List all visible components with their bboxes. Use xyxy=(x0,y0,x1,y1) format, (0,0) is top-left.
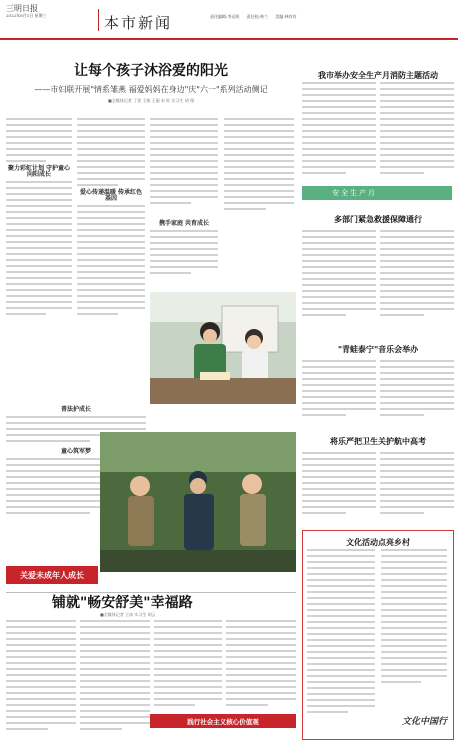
newspaper-logo: 三明日报 xyxy=(6,4,38,13)
lead-headline: 让每个孩子沐浴爱的阳光 xyxy=(74,63,228,79)
right-body-column xyxy=(302,452,376,524)
right-column xyxy=(302,40,454,81)
feature-banner: 践行社会主义核心价值观 xyxy=(150,714,296,728)
editor-credit: 美编:林有有 xyxy=(275,14,297,19)
right-body-column xyxy=(380,230,454,326)
lead-body-column xyxy=(77,118,145,402)
right-headline: "青蛙泰宁"音乐会举办 xyxy=(337,344,419,354)
featured-story-headline: 文化活动点亮乡村 xyxy=(346,537,410,547)
featured-story-box xyxy=(302,530,454,740)
feature-body-column xyxy=(154,620,222,712)
lead-body-column xyxy=(224,118,294,228)
lead-subhead: 聚力彩虹计划 守护童心向阳成长 xyxy=(7,165,71,178)
right-body-column xyxy=(302,230,376,326)
side-banner: 关爱未成年人成长 xyxy=(6,566,98,584)
lead-photo-outdoor xyxy=(100,432,296,572)
right-headline: 多部门紧急救援保障通行 xyxy=(334,214,422,224)
feature-body-column xyxy=(6,620,76,738)
editor-credit: 责任编辑:李运明 xyxy=(210,14,240,19)
right-body-column xyxy=(302,360,376,426)
feature-body-column xyxy=(226,620,296,712)
lead-photo-classroom xyxy=(150,292,296,404)
featured-story-body xyxy=(307,549,375,729)
lead-story xyxy=(6,58,296,104)
right-body-column xyxy=(380,82,454,182)
right-headline: 我市举办安全生产月消防主题活动 xyxy=(318,70,438,80)
issue-date: 2022年6月1日 星期三 xyxy=(6,13,47,18)
featured-story-body xyxy=(381,549,447,699)
right-body-column xyxy=(380,360,454,426)
feature-body-column xyxy=(80,620,150,738)
right-headline: 将乐严把卫生关护航中高考 xyxy=(330,436,426,446)
lead-byline: ■全媒体记者 丁雯 王敏 王丽 宋 旺 实习生 胡 翔 xyxy=(108,98,194,103)
feature-headline: 铺就"畅安舒美"幸福路 xyxy=(52,595,193,611)
safety-month-banner: 安全生产月 xyxy=(302,186,452,200)
right-body-column xyxy=(302,82,376,182)
lead-subheadline: ——市妇联开展"情系雏燕 福爱妈妈在身边"庆"六一"系列活动侧记 xyxy=(34,85,268,94)
editor-credits xyxy=(210,14,303,20)
right-body-column xyxy=(380,452,454,524)
masthead xyxy=(0,0,458,40)
lead-subhead: 爱心传递温暖 传承红色基因 xyxy=(79,189,143,202)
masthead-divider xyxy=(98,9,99,31)
editor-credit: 责任校:林兰 xyxy=(246,14,268,19)
column-signature: 文化中国行 xyxy=(401,717,447,727)
feature-byline: ■全媒体记者 王冰 实习生 胡云 xyxy=(100,612,156,617)
lead-body-column xyxy=(6,118,72,402)
lead-body-column xyxy=(150,118,218,218)
section-title: 本市新闻 xyxy=(104,14,173,32)
lead-subhead: 携手家庭 共育成长 xyxy=(158,220,210,227)
news-item-title: 普法护成长 xyxy=(60,406,91,413)
news-item-title: 童心筑军梦 xyxy=(60,448,91,455)
lead-body-column xyxy=(150,218,218,284)
